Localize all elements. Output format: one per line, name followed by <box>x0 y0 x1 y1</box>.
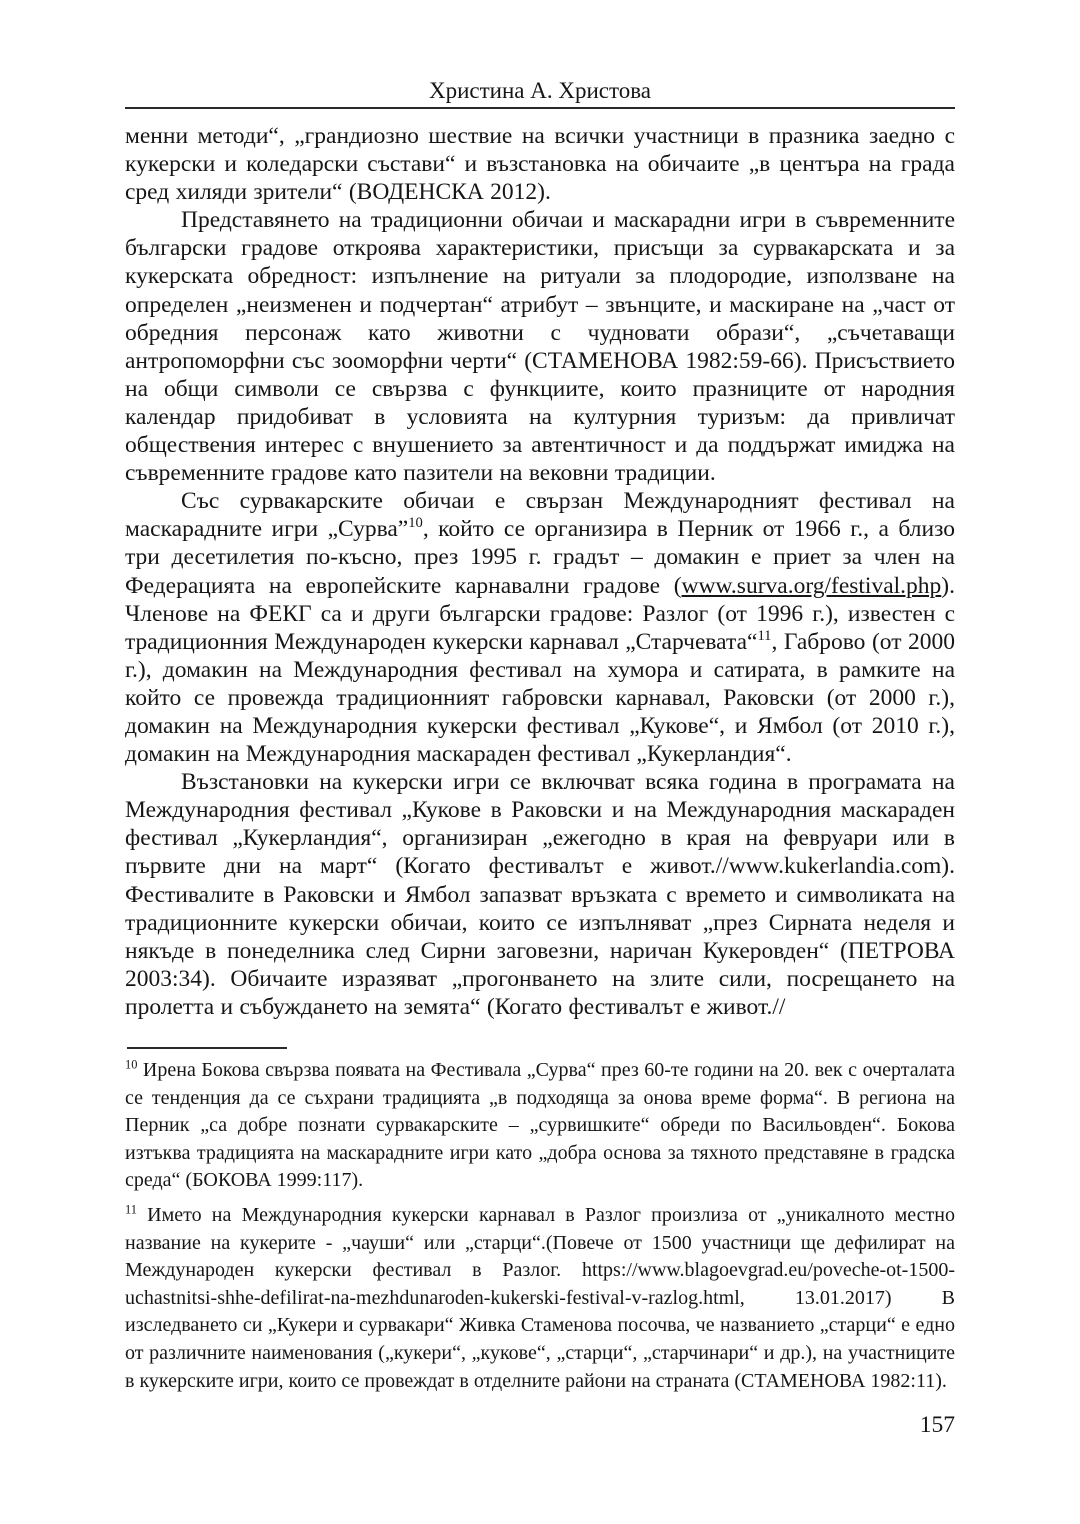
running-header-title: Христина А. Христова <box>428 78 651 103</box>
paragraph <box>125 122 955 206</box>
text-run: менни методи“, „грандиозно шествие на всички участници в празника заедно с кукерски и коледарски състави“ и възстановка на обичаите „в центъра на града сред хиляди зрители“ (ВОДЕНСКА 2012). <box>125 123 955 206</box>
url-link[interactable]: www.surva.org/festival.php <box>681 572 942 599</box>
footnote <box>125 1057 955 1195</box>
footnote-ref: 11 <box>757 627 772 644</box>
paragraph <box>125 487 955 768</box>
text-run: Със сурвакарските обичаи е свързан Международният фестивал на маскарадните игри „Сурва” <box>125 488 955 543</box>
text-run: Ирена Бокова свързва появата на Фестивала „Сурва“ през 60-те години на 20. век с очерталата се тенденция да се съхрани традицията „в подходяща за онова време форма“. В региона на Перник „са добре познати сурвакарските – „сурвишките“ обреди по Васильовден“. Бокова изтъква традицията на маскарадните игри като „добра основа за тяхното представяне в градска среда“ (БОКОВА 1999:117). <box>125 1059 955 1192</box>
text-run: Името на Международния кукерски карнавал в Разлог произлиза от „уникалното местно название на кукерите - „чауши“ или „старци“.(Повече от 1500 участници ще дефилират на Международен кукерски фестивал в Разлог. https://www.blagoevgrad.eu/poveche-ot-1500-uchastnitsi-shhe-defilirat-na-mezhdunaroden-kukerski-festival-v-razlog.html, 13.01.2017) В изследването си „Кукери и сурвакари“ Живка Стаменова посочва, че названието „старци“ е едно от различните наименования („кукери“, „кукове“, „старци“, „старчинари“ и др.), на участниците в кукерските игри, които се провеждат в отделните райони на страната (СТАМЕНОВА 1982:11). <box>125 1203 955 1392</box>
text-run: , Габрово (от 2000 г.), домакин на Международния фестивал на хумора и сатирата, в рамките на който се провежда традиционният габровски карнавал, Раковски (от 2000 г.), домакин на Международния кукерски фестивал „Кукове“, и Ямбол (от 2010 г.), домакин на Международния маскараден фестивал „Кукерландия“. <box>125 628 956 768</box>
footnote-marker: 11 <box>125 1202 137 1217</box>
footnote-marker: 10 <box>125 1057 138 1072</box>
text-run: Представянето на традиционни обичаи и маскарадни игри в съвременните български градове откроява характеристики, присъщи за сурвакарската и за кукерската обредност: изпълнение на ритуали за плодородие, използване на определен „неизменен и подчертан“ атрибут – звънците, и маскиране на „част от обредния персонаж като животни с чудновати образи“, „съчетаващи антропоморфни със зооморфни черти“ (СТАМЕНОВА 1982:59-66). Присъствието на общи символи се свързва с функциите, които празниците от народния календар придобиват в условията на културния туризъм: да привличат обществения интерес с внушението за автентичност и да поддържат имиджа на съвременните градове като пазители на вековни традиции. <box>125 207 955 487</box>
footnote-rule <box>127 1047 287 1049</box>
paragraph <box>125 768 955 1021</box>
text-run: Възстановки на кукерски игри се включват всяка година в програмата на Международния фестивал „Кукове в Раковски и на Международния маскараден фестивал „Кукерландия“, организиран „ежегодно в края на февруари или в първите дни на март“ (Когато фестивалът е живот.//www.kukerlandia.com). Фестивалите в Раковски и Ямбол запазват връзката с времето и символиката на традиционните кукерски обичаи, които се изпълняват „през Сирната неделя и някъде в понеделника след Сирни заговезни, наричан Кукеровден“ (ПЕТРОВА 2003:34). Обичаите изразяват „прогонването на злите сили, посрещането на пролетта и събуждането на земята“ (Когато фестивалът е живот.// <box>125 769 955 1020</box>
page-number: 157 <box>919 1412 955 1438</box>
body-text <box>125 122 955 1021</box>
header-rule <box>125 107 955 109</box>
footnote-ref: 10 <box>408 515 423 532</box>
footnote-section <box>125 1047 955 1395</box>
footnote <box>125 1202 955 1395</box>
text-run: , който се организира в Перник от 1966 г., а близо три десетилетия по-късно, през 1995 г. градът – домакин е приет за член на Федерацията на европейските карнавални градове ( <box>125 516 956 599</box>
text-run: ). Членове на ФЕКГ са и други български градове: Разлог (от 1996 г.), известен с традиционния Международен кукерски карнавал „Старчевата“ <box>125 572 955 655</box>
footnotes <box>125 1057 955 1395</box>
paragraph <box>125 206 955 487</box>
